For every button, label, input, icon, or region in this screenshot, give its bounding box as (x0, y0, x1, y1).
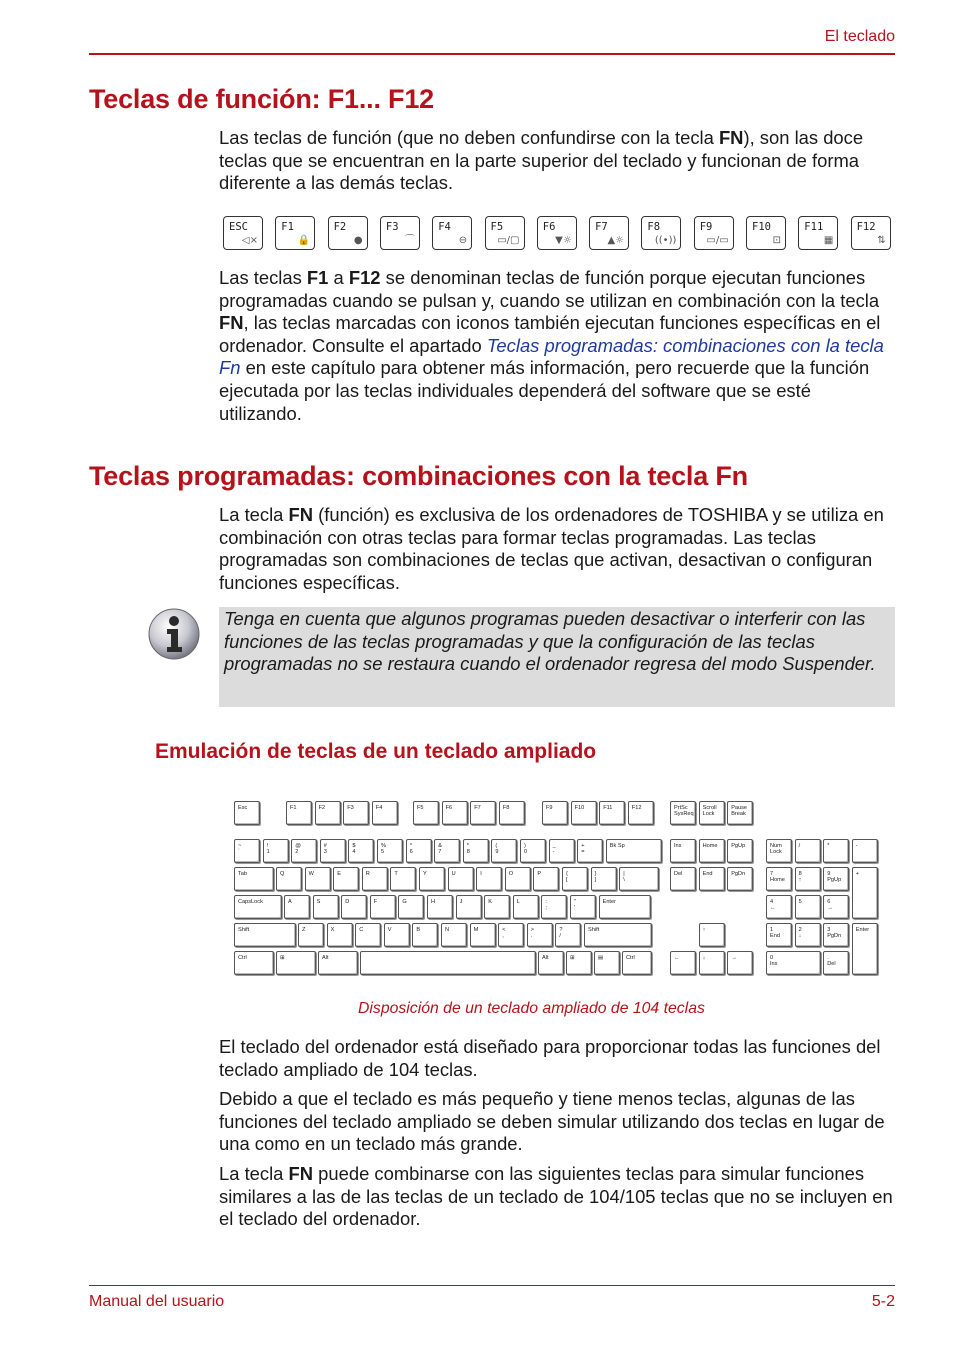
fkey-f2 (328, 216, 368, 250)
footer-rule (89, 1285, 895, 1286)
fkey-f12 (851, 216, 891, 250)
key-row1-7 (434, 839, 460, 863)
fkey-f8 (641, 216, 681, 250)
key-label: Num Lock (770, 843, 782, 855)
page-number: 5-2 (871, 1293, 895, 1310)
key-label: F10 (574, 805, 585, 811)
text-run: Debido a que el teclado es más pequeño y tiene menos teclas, algunas de las funciones del teclado ampliado se deben simular utilizando dos teclas en lugar de una como en un teclado más grande. (219, 1088, 885, 1155)
key-label: ? / (559, 927, 563, 939)
key-label: 4 ← (770, 899, 776, 911)
bold-key-name: FN (718, 127, 744, 148)
key-label: ) 0 (524, 843, 528, 855)
key-label: Ins (674, 843, 682, 849)
fkey-f5 (485, 216, 525, 250)
fkey-label: F10 (752, 221, 771, 233)
key-row3-11 (570, 895, 596, 919)
key-label: * 8 (466, 843, 470, 855)
key-row3-2 (313, 895, 339, 919)
key-row1-nav-2 (727, 839, 753, 863)
fkey-f6 (537, 216, 577, 250)
key-label: 6 → (827, 899, 833, 911)
bold-key-name: F12 (348, 267, 381, 288)
key-row4-1 (298, 923, 324, 947)
paragraph-hotkeys-intro (219, 504, 895, 594)
key-row0-1 (286, 801, 312, 825)
fkey-f11 (798, 216, 838, 250)
key-label: F11 (603, 805, 613, 811)
key-backspace (606, 839, 662, 863)
key-tab (234, 867, 274, 891)
key-numpad-r1-2 (823, 839, 849, 863)
key-label: F12 (631, 805, 642, 811)
key-label: * (827, 843, 830, 849)
key-label: Z (302, 927, 306, 933)
key-numpad-enter (852, 923, 878, 975)
text-run: en este capítulo para obtener más información, pero recuerde que la función ejecutada por las teclas individuales dependerá del software que se esté utilizando. (219, 357, 870, 424)
key-row4-2 (327, 923, 353, 947)
key-row1-0 (234, 839, 260, 863)
key-label: T (394, 871, 398, 877)
key-windows-left (276, 951, 316, 975)
key-label: $ 4 (352, 843, 356, 855)
header-rule (89, 53, 895, 55)
cross-reference-link[interactable]: Teclas programadas: combinaciones con la tecla Fn (219, 334, 884, 379)
section-title-hotkeys: Teclas programadas: combinaciones con la tecla Fn (89, 461, 748, 491)
key-row0-6 (442, 801, 468, 825)
paragraph-fn-combination (219, 1163, 895, 1231)
key-row1-6 (406, 839, 432, 863)
key-numpad-r2-0 (766, 867, 792, 891)
key-row0-2 (315, 801, 341, 825)
key-label: End (702, 871, 713, 877)
key-label: PgUp (731, 843, 746, 849)
key-label: Alt (542, 955, 549, 961)
key-label: F8 (502, 805, 510, 811)
key-label: Shift (238, 927, 250, 933)
key-row1-11 (549, 839, 575, 863)
key-label: ⊞ (570, 955, 575, 961)
key-row1-3 (320, 839, 346, 863)
key-row2-nav-0 (670, 867, 696, 891)
display-switch-icon: ▭/▢ (497, 235, 520, 246)
key-label: W (308, 871, 314, 877)
key-row2-10 (533, 867, 559, 891)
key-label: X (330, 927, 335, 933)
fkey-label: F1 (281, 221, 294, 233)
key-row1-12 (577, 839, 603, 863)
key-row3-1 (284, 895, 310, 919)
key-row2-2 (305, 867, 331, 891)
key-label: Shift (588, 927, 600, 933)
key-label: Tab (238, 871, 248, 877)
key-label: _ - (552, 843, 556, 855)
fkey-f9 (694, 216, 734, 250)
key-label: Esc (238, 805, 248, 811)
key-label: R (365, 871, 370, 877)
key-row3-5 (398, 895, 424, 919)
fkey-label: F12 (856, 221, 876, 233)
text-run: , las teclas marcadas con iconos también ejecutan funciones específicas en el ordenador. Consulte el apartado (219, 312, 881, 356)
key-label: N (445, 927, 450, 933)
key-label: " ' (574, 899, 576, 911)
fkey-label: F7 (595, 221, 608, 233)
key-numpad-r4-2 (823, 923, 849, 947)
key-label: PgDn (731, 871, 746, 877)
key-label: ▤ (598, 955, 604, 961)
key-backslash (619, 867, 659, 891)
key-row1-1 (263, 839, 289, 863)
fkey-f3 (380, 216, 420, 250)
bold-key-name: FN (288, 504, 314, 525)
key-numpad-r1-0 (766, 839, 792, 863)
key-label: 3 PgDn (827, 927, 842, 939)
fkey-label: ESC (229, 221, 248, 233)
key-label: F9 (546, 805, 553, 811)
power-plan-icon: ● (353, 235, 363, 246)
text-run: se denominan teclas de función porque ejecutan funciones programadas cuando se pulsan y, cuando se utilizan en combinación con la tecla (219, 267, 880, 311)
key-row2-1 (276, 867, 302, 891)
key-label: 8 ↑ (798, 871, 802, 883)
key-label: : ; (545, 899, 547, 911)
paragraph-function-keys-detail (219, 267, 895, 425)
key-row3-8 (484, 895, 510, 919)
key-label: Y (423, 871, 427, 877)
key-row3-6 (427, 895, 453, 919)
key-row1-8 (463, 839, 489, 863)
key-label: A (288, 899, 292, 905)
key-label: # 3 (323, 843, 327, 855)
fkey-label: F11 (804, 221, 824, 233)
key-row0-11 (599, 801, 625, 825)
key-label: PrtSc SysReq (674, 805, 694, 817)
text-run: Las teclas (219, 267, 307, 288)
key-label: < , (502, 927, 506, 939)
key-label: 5 (798, 899, 802, 905)
key-row2-nav-1 (699, 867, 725, 891)
key-label: B (416, 927, 421, 933)
fkey-f1 (275, 216, 315, 250)
hibernate-icon: ⊖ (458, 235, 468, 246)
key-numpad-r3-2 (823, 895, 849, 919)
paragraph-keyboard-smaller (219, 1088, 895, 1156)
key-menu (594, 951, 620, 975)
key-numpad-r2-1 (795, 867, 821, 891)
key-row1-10 (520, 839, 546, 863)
key-row3-3 (341, 895, 367, 919)
key-enter (599, 895, 651, 919)
key-row2-11 (562, 867, 588, 891)
bold-key-name: FN (288, 1163, 314, 1184)
info-icon (147, 607, 201, 661)
key-row2-12 (591, 867, 617, 891)
text-run: (función) es exclusiva de los ordenadores de TOSHIBA y se utiliza en combinación con otras teclas para formar teclas programadas. Las teclas programadas son combinaciones de teclas que activan, desactivan o configuran funciones específicas. (219, 504, 884, 593)
key-label: Del (674, 871, 683, 877)
text-run: El teclado del ordenador está diseñado para proporcionar todas las funciones del teclado ampliado de 104 teclas. (219, 1036, 881, 1080)
key-numpad-r4-1 (795, 923, 821, 947)
key-label: ← (674, 955, 680, 961)
fkey-label: F3 (385, 221, 399, 233)
numeric-mode-icon: ▦ (823, 235, 834, 246)
key-row3-9 (513, 895, 539, 919)
key-row0-9 (542, 801, 568, 825)
key-arrow-1 (699, 951, 725, 975)
key-label: M (473, 927, 479, 933)
key-row2-4 (362, 867, 388, 891)
key-row2-7 (448, 867, 474, 891)
key-label: + = (581, 843, 585, 855)
key-label: ↓ (702, 955, 706, 961)
key-row2-5 (390, 867, 416, 891)
key-label: Ctrl (238, 955, 247, 961)
sleep-icon: ⌒ (404, 235, 415, 246)
key-label: 0 Ins (770, 955, 778, 967)
fkey-f10 (746, 216, 786, 250)
key-label: CapsLock (238, 899, 263, 905)
wireless-icon: ((•)) (654, 235, 677, 246)
key-label: Alt (322, 955, 329, 961)
key-label: C (359, 927, 364, 933)
fkey-label: F6 (542, 221, 556, 233)
key-label: 9 PgUp (827, 871, 842, 883)
key-label: O (508, 871, 514, 877)
key-row0-0 (234, 801, 260, 825)
fkey-label: F4 (438, 221, 451, 233)
key-row2-9 (505, 867, 531, 891)
text-run: puede combinarse con las siguientes teclas para simular funciones similares a las de las teclas de un teclado de 104/105 teclas que no se incluyen en el teclado del ordenador. (219, 1163, 893, 1230)
paragraph-function-keys-intro (219, 127, 895, 195)
key-label: F6 (445, 805, 453, 811)
key-row0-15 (727, 801, 753, 825)
key-numpad-r3-0 (766, 895, 792, 919)
key-label: ⊞ (280, 955, 285, 961)
key-label: V (387, 927, 392, 933)
key-row0-8 (499, 801, 525, 825)
key-row2-nav-2 (727, 867, 753, 891)
key-row4-8 (498, 923, 524, 947)
key-row4-5 (412, 923, 438, 947)
key-row0-5 (413, 801, 439, 825)
key-row4-7 (470, 923, 496, 947)
key-ctrl-right (622, 951, 652, 975)
key-label: L (516, 899, 520, 905)
brightness-down-icon: ▼☼ (555, 235, 572, 246)
key-numpad-r4-0 (766, 923, 792, 947)
key-alt-left (318, 951, 358, 975)
figure-caption: Disposición de un teclado ampliado de 104 teclas (358, 1000, 705, 1017)
key-numpad-0 (766, 951, 821, 975)
note-box (219, 607, 895, 707)
key-label: E (337, 871, 341, 877)
key-alt-right (538, 951, 564, 975)
key-row0-10 (571, 801, 597, 825)
key-label: ^ 6 (409, 843, 413, 855)
paragraph-keyboard-design (219, 1036, 895, 1081)
key-arrow-2 (727, 951, 753, 975)
key-label: Enter (855, 927, 870, 933)
key-label: I (480, 871, 482, 877)
key-shift-left (234, 923, 296, 947)
key-label: ! 1 (266, 843, 270, 855)
text-run: ), son las doce teclas que se encuentran en la parte superior del teclado y funcionan de forma diferente a las demás teclas. (219, 127, 864, 194)
key-numpad-r1-1 (795, 839, 821, 863)
text-run: Las teclas de función (que no deben confundirse con la tecla (219, 127, 719, 148)
fkey-label: F5 (490, 221, 504, 233)
key-row1-nav-0 (670, 839, 696, 863)
key-row4-3 (355, 923, 381, 947)
key-numpad-r1-3 (852, 839, 878, 863)
key-row3-10 (541, 895, 567, 919)
key-label: F (373, 899, 378, 905)
key-row4-9 (527, 923, 553, 947)
key-row0-13 (670, 801, 696, 825)
key-windows-right (566, 951, 592, 975)
fkey-label: F2 (333, 221, 347, 233)
key-row3-7 (456, 895, 482, 919)
key-label: F5 (417, 805, 424, 811)
key-label: % 5 (381, 843, 386, 855)
key-row4-10 (555, 923, 581, 947)
key-label: / (798, 843, 801, 849)
key-label: F1 (290, 805, 297, 811)
key-row0-12 (628, 801, 654, 825)
key-row0-7 (470, 801, 496, 825)
bold-key-name: FN (219, 312, 244, 334)
key-label: 1 End (770, 927, 780, 939)
key-label: J (459, 899, 463, 905)
lock-icon: 🔒 (297, 235, 311, 246)
key-label: } ] (594, 871, 597, 883)
key-label: Enter (602, 899, 616, 905)
key-label: U (451, 871, 456, 877)
text-run: a (328, 267, 349, 288)
key-numpad-r3-1 (795, 895, 821, 919)
key-row2-3 (333, 867, 359, 891)
key-arrow-up (699, 923, 725, 947)
key-label: Home (702, 843, 718, 849)
fkey-f7 (589, 216, 629, 250)
key-row0-3 (343, 801, 369, 825)
key-label: Q (280, 871, 285, 877)
text-run: La tecla (219, 1163, 289, 1184)
key-row2-6 (419, 867, 445, 891)
section-title-function-keys: Teclas de función: F1... F12 (89, 84, 434, 114)
running-header: El teclado (824, 28, 895, 45)
key-label: K (488, 899, 492, 905)
bold-key-name: F1 (306, 267, 329, 288)
key-label: 2 ↓ (798, 927, 802, 939)
key-row4-6 (441, 923, 467, 947)
key-capslock (234, 895, 282, 919)
key-row1-2 (291, 839, 317, 863)
keyboard-layout-figure (230, 797, 882, 977)
key-numpad-dot (823, 951, 849, 975)
key-row4-4 (384, 923, 410, 947)
key-numpad-r2-2 (823, 867, 849, 891)
key-label: + (855, 871, 860, 877)
key-label: F2 (318, 805, 326, 811)
subsection-title-keyboard-emulation: Emulación de teclas de un teclado ampliado (155, 740, 597, 763)
key-label: ↑ (702, 927, 706, 933)
fkey-esc (223, 216, 263, 250)
key-label: { [ (566, 871, 568, 883)
note-text: Tenga en cuenta que algunos programas pueden desactivar o interferir con las funciones de las teclas programadas y que la configuración de las teclas programadas no se restaura cuando el ordenador regresa del modo Suspender. (224, 608, 876, 675)
mute-icon: ◁× (241, 235, 258, 246)
key-numpad-plus (852, 867, 878, 919)
fkey-label: F9 (699, 221, 713, 233)
footer-manual-title: Manual del usuario (89, 1293, 225, 1310)
key-label: D (345, 899, 350, 905)
key-label: S (316, 899, 321, 905)
key-shift-right (584, 923, 652, 947)
key-label: Bk Sp (609, 843, 625, 849)
function-keys-strip (223, 216, 891, 252)
key-label: Ctrl (626, 955, 635, 961)
touchpad-icon: ▭/▭ (706, 235, 729, 246)
scroll-lock-icon: ⇅ (877, 235, 886, 246)
key-row0-14 (699, 801, 725, 825)
key-label: Scroll Lock (702, 805, 717, 817)
key-space (360, 951, 536, 975)
key-row1-9 (491, 839, 517, 863)
key-label: ( 9 (495, 843, 499, 855)
brightness-up-icon: ▲☼ (607, 235, 625, 246)
key-label: & 7 (438, 843, 442, 855)
key-row3-4 (370, 895, 396, 919)
key-label: @ 2 (295, 843, 301, 855)
key-row1-nav-1 (699, 839, 725, 863)
fkey-f4 (432, 216, 472, 250)
key-row1-4 (348, 839, 374, 863)
key-label: | \ (623, 871, 625, 883)
key-label: Pause Break (731, 805, 748, 817)
key-label: . Del (827, 955, 836, 967)
text-run: La tecla (219, 504, 289, 525)
key-label: F3 (347, 805, 354, 811)
key-row1-5 (377, 839, 403, 863)
key-ctrl-left (234, 951, 274, 975)
key-label: - (855, 843, 858, 849)
key-label: > . (530, 927, 535, 939)
key-arrow-0 (670, 951, 696, 975)
key-label: F4 (375, 805, 383, 811)
fkey-label: F8 (647, 221, 661, 233)
key-row2-8 (476, 867, 502, 891)
key-label: F7 (474, 805, 481, 811)
arrow-mode-icon: ⊡ (772, 235, 781, 246)
key-label: → (731, 955, 737, 961)
key-label: ~ ` (238, 843, 242, 855)
key-label: G (402, 899, 407, 905)
key-label: P (537, 871, 542, 877)
key-label: 7 Home (770, 871, 785, 883)
key-label: H (431, 899, 436, 905)
key-row0-4 (372, 801, 398, 825)
